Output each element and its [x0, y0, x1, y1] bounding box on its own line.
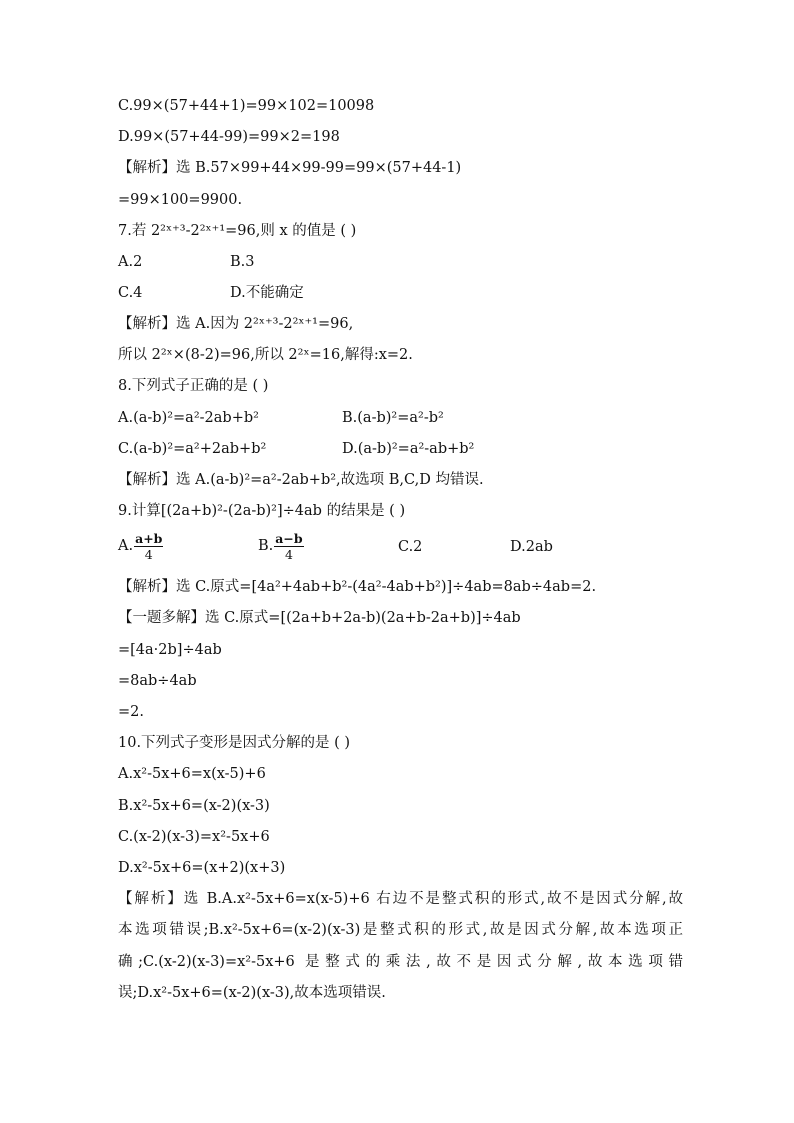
q9-option-a-numerator: a+b: [135, 530, 163, 546]
q7-option-b: B.3: [230, 254, 255, 270]
q9-question: 9.计算[(2a+b)²-(2a-b)²]÷4ab 的结果是 ( ): [118, 503, 406, 519]
q9-option-a-label: A.: [118, 538, 134, 554]
q10-option-d: D.x²-5x+6=(x+2)(x+3): [118, 860, 286, 876]
q6-solution-line2: =99×100=9900.: [118, 192, 243, 208]
q8-option-d: D.(a-b)²=a²-ab+b²: [342, 441, 475, 457]
q6-solution-line1: 【解析】选 B.57×99+44×99-99=99×(57+44-1): [118, 160, 462, 176]
q7-option-c: C.4: [118, 285, 143, 301]
q8-options-row2: [118, 439, 618, 459]
q9-option-b-label: B.: [258, 538, 274, 554]
q7-option-a: A.2: [118, 254, 143, 270]
q9-solution: 【解析】选 C.原式=[4a²+4ab+b²-(4a²-4ab+b²)]÷4ab=8ab÷4ab=2.: [118, 579, 597, 595]
q8-solution: 【解析】选 A.(a-b)²=a²-2ab+b²,故选项 B,C,D 均错误.: [118, 472, 484, 488]
q9-alt-solution-line4: =2.: [118, 704, 144, 720]
q7-option-d: D.不能确定: [230, 285, 304, 301]
q10-option-a: A.x²-5x+6=x(x-5)+6: [118, 766, 266, 782]
q6-option-d: D.99×(57+44-99)=99×2=198: [118, 129, 340, 145]
q7-options-row2: [118, 283, 518, 303]
q8-option-c: C.(a-b)²=a²+2ab+b²: [118, 441, 267, 457]
q9-option-b-denominator: 4: [284, 546, 293, 562]
q7-solution-line2: 所以 2²ˣ×(8-2)=96,所以 2²ˣ=16,解得:x=2.: [118, 347, 413, 363]
q9-option-b-fraction: [274, 531, 303, 562]
q9-alt-solution-line2: =[4a·2b]÷4ab: [118, 642, 222, 658]
q10-option-b: B.x²-5x+6=(x-2)(x-3): [118, 798, 270, 814]
q8-options-row1: [118, 408, 618, 428]
q10-solution-line2: 本选项错误;B.x²-5x+6=(x-2)(x-3)是整式积的形式,故是因式分解,故本选项正: [118, 922, 683, 938]
q7-solution-line1: 【解析】选 A.因为 2²ˣ⁺³-2²ˣ⁺¹=96,: [118, 316, 354, 332]
q7-options-row1: [118, 252, 518, 272]
q9-option-d: D.2ab: [510, 539, 553, 555]
q9-option-a-denominator: 4: [144, 546, 153, 562]
q9-option-b-numerator: a−b: [275, 530, 303, 546]
q9-option-a: [118, 528, 163, 564]
q6-option-c: C.99×(57+44+1)=99×102=10098: [118, 98, 375, 114]
q8-question: 8.下列式子正确的是 ( ): [118, 378, 269, 394]
q9-option-b: [258, 528, 304, 564]
q9-option-a-fraction: [134, 531, 163, 562]
q9-options-row: [118, 528, 618, 564]
q9-option-c: C.2: [398, 539, 423, 555]
q9-alt-solution-line1: 【一题多解】选 C.原式=[(2a+b+2a-b)(2a+b-2a+b)]÷4ab: [118, 610, 521, 626]
q8-option-b: B.(a-b)²=a²-b²: [342, 410, 444, 426]
q8-option-a: A.(a-b)²=a²-2ab+b²: [118, 410, 259, 426]
q10-solution-line4: 误;D.x²-5x+6=(x-2)(x-3),故本选项错误.: [118, 985, 386, 1001]
q10-question: 10.下列式子变形是因式分解的是 ( ): [118, 735, 351, 751]
q10-solution-line1: 【解析】选 B.A.x²-5x+6=x(x-5)+6 右边不是整式积的形式,故不是因式分解,故: [118, 891, 683, 907]
q7-question: 7.若 2²ˣ⁺³-2²ˣ⁺¹=96,则 x 的值是 ( ): [118, 223, 357, 239]
q10-solution-line3: 确;C.(x-2)(x-3)=x²-5x+6 是整式的乘法,故不是因式分解,故本选项错: [118, 954, 683, 970]
q10-option-c: C.(x-2)(x-3)=x²-5x+6: [118, 829, 270, 845]
q9-alt-solution-line3: =8ab÷4ab: [118, 673, 197, 689]
